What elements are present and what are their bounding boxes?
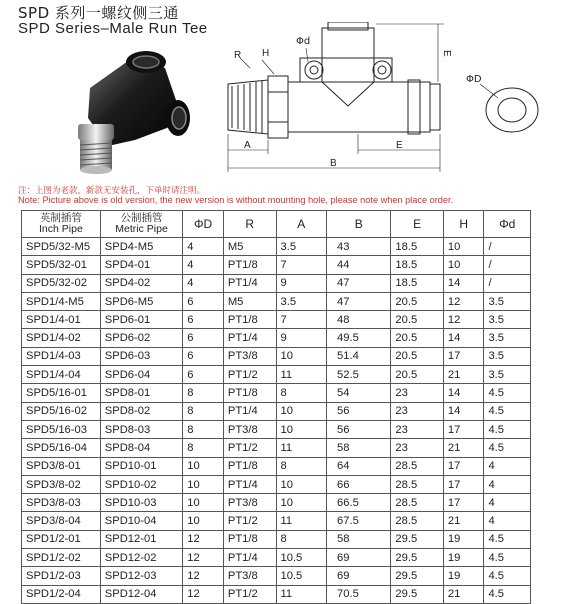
cell-r: PT3/8: [223, 420, 276, 438]
cell-h: 21: [443, 366, 484, 384]
cell-metric-pipe: SPD4-M5: [100, 238, 182, 256]
cell-phi-d: 3.5: [484, 292, 531, 310]
cell-e: 28.5: [391, 512, 443, 530]
cell-phi-d: 3.5: [484, 366, 531, 384]
table-row: [22, 585, 531, 603]
cell-metric-pipe: SPD8-01: [100, 384, 182, 402]
cell-e: 29.5: [391, 530, 443, 548]
table-row: [22, 549, 531, 567]
cell-b: 66: [327, 475, 391, 493]
cell-b: 49.5: [327, 329, 391, 347]
cell-metric-pipe: SPD10-02: [100, 475, 182, 493]
cell-metric-pipe: SPD12-03: [100, 567, 182, 585]
cell-phi-d: 3.5: [484, 311, 531, 329]
cell-phi-D: 8: [183, 384, 224, 402]
cell-b: 54: [327, 384, 391, 402]
cell-e: 20.5: [391, 329, 443, 347]
cell-phi-D: 6: [183, 292, 224, 310]
cell-a: 7: [276, 256, 327, 274]
table-row: [22, 347, 531, 365]
cell-r: PT3/8: [223, 567, 276, 585]
cell-inch-pipe: SPD3/8-03: [22, 494, 101, 512]
cell-phi-D: 6: [183, 347, 224, 365]
cell-metric-pipe: SPD6-03: [100, 347, 182, 365]
cell-h: 14: [443, 384, 484, 402]
header-a: A: [276, 211, 327, 238]
cell-h: 17: [443, 494, 484, 512]
cell-a: 11: [276, 439, 327, 457]
table-row: [22, 402, 531, 420]
table-body: [22, 238, 531, 604]
cell-inch-pipe: SPD5/16-01: [22, 384, 101, 402]
table-row: [22, 457, 531, 475]
cell-phi-d: 4.5: [484, 530, 531, 548]
cell-a: 8: [276, 384, 327, 402]
cell-b: 56: [327, 420, 391, 438]
title-chinese: SPD 系列一螺纹侧三通: [18, 4, 179, 22]
cell-b: 70.5: [327, 585, 391, 603]
cell-metric-pipe: SPD12-01: [100, 530, 182, 548]
cell-b: 58: [327, 439, 391, 457]
cell-h: 14: [443, 329, 484, 347]
cell-r: M5: [223, 238, 276, 256]
header-h: H: [443, 211, 484, 238]
table-row: [22, 420, 531, 438]
label-b: B: [330, 158, 337, 169]
cell-b: 47: [327, 274, 391, 292]
note-english: Note: Picture above is old version, the new version is without mounting hole, please note when place order.: [18, 195, 454, 205]
cell-phi-D: 8: [183, 439, 224, 457]
cell-inch-pipe: SPD1/4-01: [22, 311, 101, 329]
cell-phi-D: 6: [183, 329, 224, 347]
table-row: [22, 256, 531, 274]
cell-e: 23: [391, 420, 443, 438]
cell-r: M5: [223, 292, 276, 310]
cell-phi-d: 4: [484, 457, 531, 475]
cell-phi-d: 4.5: [484, 439, 531, 457]
label-phi-d-small: Φd: [296, 36, 311, 47]
cell-b: 58: [327, 530, 391, 548]
cell-phi-D: 4: [183, 256, 224, 274]
cell-inch-pipe: SPD1/4-03: [22, 347, 101, 365]
cell-b: 52.5: [327, 366, 391, 384]
cell-phi-D: 10: [183, 494, 224, 512]
cell-inch-pipe: SPD1/2-04: [22, 585, 101, 603]
cell-r: PT1/2: [223, 439, 276, 457]
cell-r: PT1/4: [223, 475, 276, 493]
cell-h: 21: [443, 439, 484, 457]
cell-phi-D: 4: [183, 274, 224, 292]
cell-h: 14: [443, 402, 484, 420]
cell-e: 28.5: [391, 475, 443, 493]
cell-e: 23: [391, 384, 443, 402]
cell-inch-pipe: SPD3/8-01: [22, 457, 101, 475]
cell-inch-pipe: SPD1/2-03: [22, 567, 101, 585]
cell-h: 10: [443, 256, 484, 274]
cell-inch-pipe: SPD5/16-02: [22, 402, 101, 420]
cell-phi-d: 3.5: [484, 329, 531, 347]
table-row: [22, 329, 531, 347]
cell-phi-d: 3.5: [484, 347, 531, 365]
label-r: R: [234, 50, 242, 61]
header-metric-cn: 公制插管: [120, 212, 163, 224]
cell-r: PT1/8: [223, 530, 276, 548]
cell-h: 19: [443, 567, 484, 585]
cell-phi-d: 4: [484, 494, 531, 512]
cell-r: PT3/8: [223, 494, 276, 512]
cell-b: 44: [327, 256, 391, 274]
table-row: [22, 274, 531, 292]
cell-r: PT1/4: [223, 402, 276, 420]
cell-h: 12: [443, 292, 484, 310]
table-row: [22, 439, 531, 457]
cell-phi-d: 4.5: [484, 384, 531, 402]
cell-a: 10: [276, 475, 327, 493]
table-row: [22, 292, 531, 310]
cell-b: 64: [327, 457, 391, 475]
cell-r: PT1/2: [223, 366, 276, 384]
cell-e: 29.5: [391, 585, 443, 603]
cell-a: 7: [276, 311, 327, 329]
spec-table: [21, 210, 531, 604]
header-metric-pipe: [100, 211, 182, 238]
cell-phi-d: 4: [484, 512, 531, 530]
cell-a: 8: [276, 530, 327, 548]
cell-inch-pipe: SPD5/32-02: [22, 274, 101, 292]
table-row: [22, 366, 531, 384]
cell-e: 18.5: [391, 238, 443, 256]
cell-phi-d: 4.5: [484, 402, 531, 420]
cell-e: 20.5: [391, 311, 443, 329]
cell-inch-pipe: SPD5/32-M5: [22, 238, 101, 256]
header-r: R: [223, 211, 276, 238]
cell-e: 29.5: [391, 567, 443, 585]
cell-inch-pipe: SPD1/2-01: [22, 530, 101, 548]
cell-r: PT1/4: [223, 549, 276, 567]
table-row: [22, 494, 531, 512]
cell-metric-pipe: SPD6-M5: [100, 292, 182, 310]
cell-b: 47: [327, 292, 391, 310]
cell-phi-d: 4: [484, 475, 531, 493]
cell-a: 11: [276, 585, 327, 603]
cell-a: 3.5: [276, 292, 327, 310]
cell-e: 23: [391, 439, 443, 457]
technical-drawing: [210, 22, 560, 182]
label-e-vertical: E: [441, 50, 452, 57]
cell-h: 17: [443, 475, 484, 493]
header-phi-d: Φd: [484, 211, 531, 238]
cell-r: PT1/2: [223, 512, 276, 530]
label-h: H: [262, 48, 270, 59]
cell-phi-d: 4.5: [484, 567, 531, 585]
cell-metric-pipe: SPD10-01: [100, 457, 182, 475]
cell-phi-D: 12: [183, 567, 224, 585]
cell-h: 21: [443, 512, 484, 530]
table-row: [22, 311, 531, 329]
cell-inch-pipe: SPD1/2-02: [22, 549, 101, 567]
cell-b: 56: [327, 402, 391, 420]
cell-h: 12: [443, 311, 484, 329]
cell-h: 10: [443, 238, 484, 256]
cell-phi-d: 4.5: [484, 585, 531, 603]
cell-metric-pipe: SPD6-02: [100, 329, 182, 347]
cell-phi-D: 8: [183, 420, 224, 438]
cell-e: 28.5: [391, 457, 443, 475]
product-image: [60, 48, 200, 178]
header-inch-pipe: [22, 211, 101, 238]
cell-h: 19: [443, 530, 484, 548]
cell-a: 11: [276, 366, 327, 384]
cell-a: 10: [276, 420, 327, 438]
cell-phi-d: /: [484, 274, 531, 292]
table-row: [22, 567, 531, 585]
cell-metric-pipe: SPD8-04: [100, 439, 182, 457]
cell-phi-D: 6: [183, 311, 224, 329]
cell-inch-pipe: SPD3/8-04: [22, 512, 101, 530]
table-row: [22, 475, 531, 493]
cell-h: 17: [443, 420, 484, 438]
cell-r: PT1/8: [223, 256, 276, 274]
cell-r: PT1/8: [223, 457, 276, 475]
cell-inch-pipe: SPD5/32-01: [22, 256, 101, 274]
cell-metric-pipe: SPD8-03: [100, 420, 182, 438]
label-e-horizontal: E: [396, 140, 403, 151]
cell-r: PT1/4: [223, 329, 276, 347]
table-row: [22, 530, 531, 548]
cell-phi-D: 6: [183, 366, 224, 384]
header-e: E: [391, 211, 443, 238]
cell-b: 48: [327, 311, 391, 329]
cell-metric-pipe: SPD10-03: [100, 494, 182, 512]
cell-phi-d: /: [484, 256, 531, 274]
cell-phi-D: 10: [183, 512, 224, 530]
cell-e: 23: [391, 402, 443, 420]
cell-b: 51.4: [327, 347, 391, 365]
header-metric-en: Metric Pipe: [115, 223, 168, 235]
cell-e: 20.5: [391, 347, 443, 365]
cell-b: 69: [327, 567, 391, 585]
cell-phi-D: 10: [183, 457, 224, 475]
cell-h: 14: [443, 274, 484, 292]
label-a: A: [244, 140, 251, 151]
title-english: SPD Series–Male Run Tee: [18, 20, 208, 37]
cell-metric-pipe: SPD10-04: [100, 512, 182, 530]
cell-a: 9: [276, 329, 327, 347]
cell-phi-D: 10: [183, 475, 224, 493]
cell-metric-pipe: SPD12-02: [100, 549, 182, 567]
header-inch-en: Inch Pipe: [39, 223, 83, 235]
cell-phi-D: 8: [183, 402, 224, 420]
table-row: [22, 384, 531, 402]
cell-metric-pipe: SPD4-01: [100, 256, 182, 274]
cell-metric-pipe: SPD4-02: [100, 274, 182, 292]
cell-a: 8: [276, 457, 327, 475]
cell-metric-pipe: SPD12-04: [100, 585, 182, 603]
cell-phi-D: 12: [183, 530, 224, 548]
cell-inch-pipe: SPD3/8-02: [22, 475, 101, 493]
cell-b: 66.5: [327, 494, 391, 512]
cell-r: PT1/8: [223, 384, 276, 402]
cell-phi-D: 4: [183, 238, 224, 256]
cell-h: 19: [443, 549, 484, 567]
cell-inch-pipe: SPD1/4-04: [22, 366, 101, 384]
cell-phi-D: 12: [183, 549, 224, 567]
table-row: [22, 512, 531, 530]
cell-a: 10.5: [276, 567, 327, 585]
cell-phi-d: 4.5: [484, 420, 531, 438]
cell-h: 21: [443, 585, 484, 603]
cell-r: PT1/4: [223, 274, 276, 292]
cell-h: 17: [443, 347, 484, 365]
cell-inch-pipe: SPD1/4-M5: [22, 292, 101, 310]
cell-a: 10: [276, 347, 327, 365]
cell-e: 28.5: [391, 494, 443, 512]
cell-metric-pipe: SPD8-02: [100, 402, 182, 420]
cell-b: 69: [327, 549, 391, 567]
cell-a: 10: [276, 494, 327, 512]
cell-phi-d: 4.5: [484, 549, 531, 567]
cell-e: 18.5: [391, 274, 443, 292]
cell-inch-pipe: SPD1/4-02: [22, 329, 101, 347]
cell-a: 10: [276, 402, 327, 420]
cell-e: 20.5: [391, 366, 443, 384]
cell-h: 17: [443, 457, 484, 475]
cell-a: 10.5: [276, 549, 327, 567]
cell-a: 11: [276, 512, 327, 530]
cell-metric-pipe: SPD6-01: [100, 311, 182, 329]
table-header-row: [22, 211, 531, 238]
cell-r: PT1/2: [223, 585, 276, 603]
cell-metric-pipe: SPD6-04: [100, 366, 182, 384]
cell-b: 67.5: [327, 512, 391, 530]
header-inch-cn: 英制插管: [39, 212, 82, 224]
cell-b: 43: [327, 238, 391, 256]
cell-r: PT1/8: [223, 311, 276, 329]
header-b: B: [327, 211, 391, 238]
cell-a: 9: [276, 274, 327, 292]
cell-phi-D: 12: [183, 585, 224, 603]
cell-phi-d: /: [484, 238, 531, 256]
label-phi-d-large: ΦD: [466, 74, 482, 85]
cell-inch-pipe: SPD5/16-04: [22, 439, 101, 457]
header-phi-D: ΦD: [183, 211, 224, 238]
cell-r: PT3/8: [223, 347, 276, 365]
cell-e: 20.5: [391, 292, 443, 310]
cell-inch-pipe: SPD5/16-03: [22, 420, 101, 438]
cell-e: 29.5: [391, 549, 443, 567]
note-chinese: 注：上图为老款，新款无安装孔，下单时请注明。: [18, 186, 206, 196]
cell-a: 3.5: [276, 238, 327, 256]
cell-e: 18.5: [391, 256, 443, 274]
table-row: [22, 238, 531, 256]
